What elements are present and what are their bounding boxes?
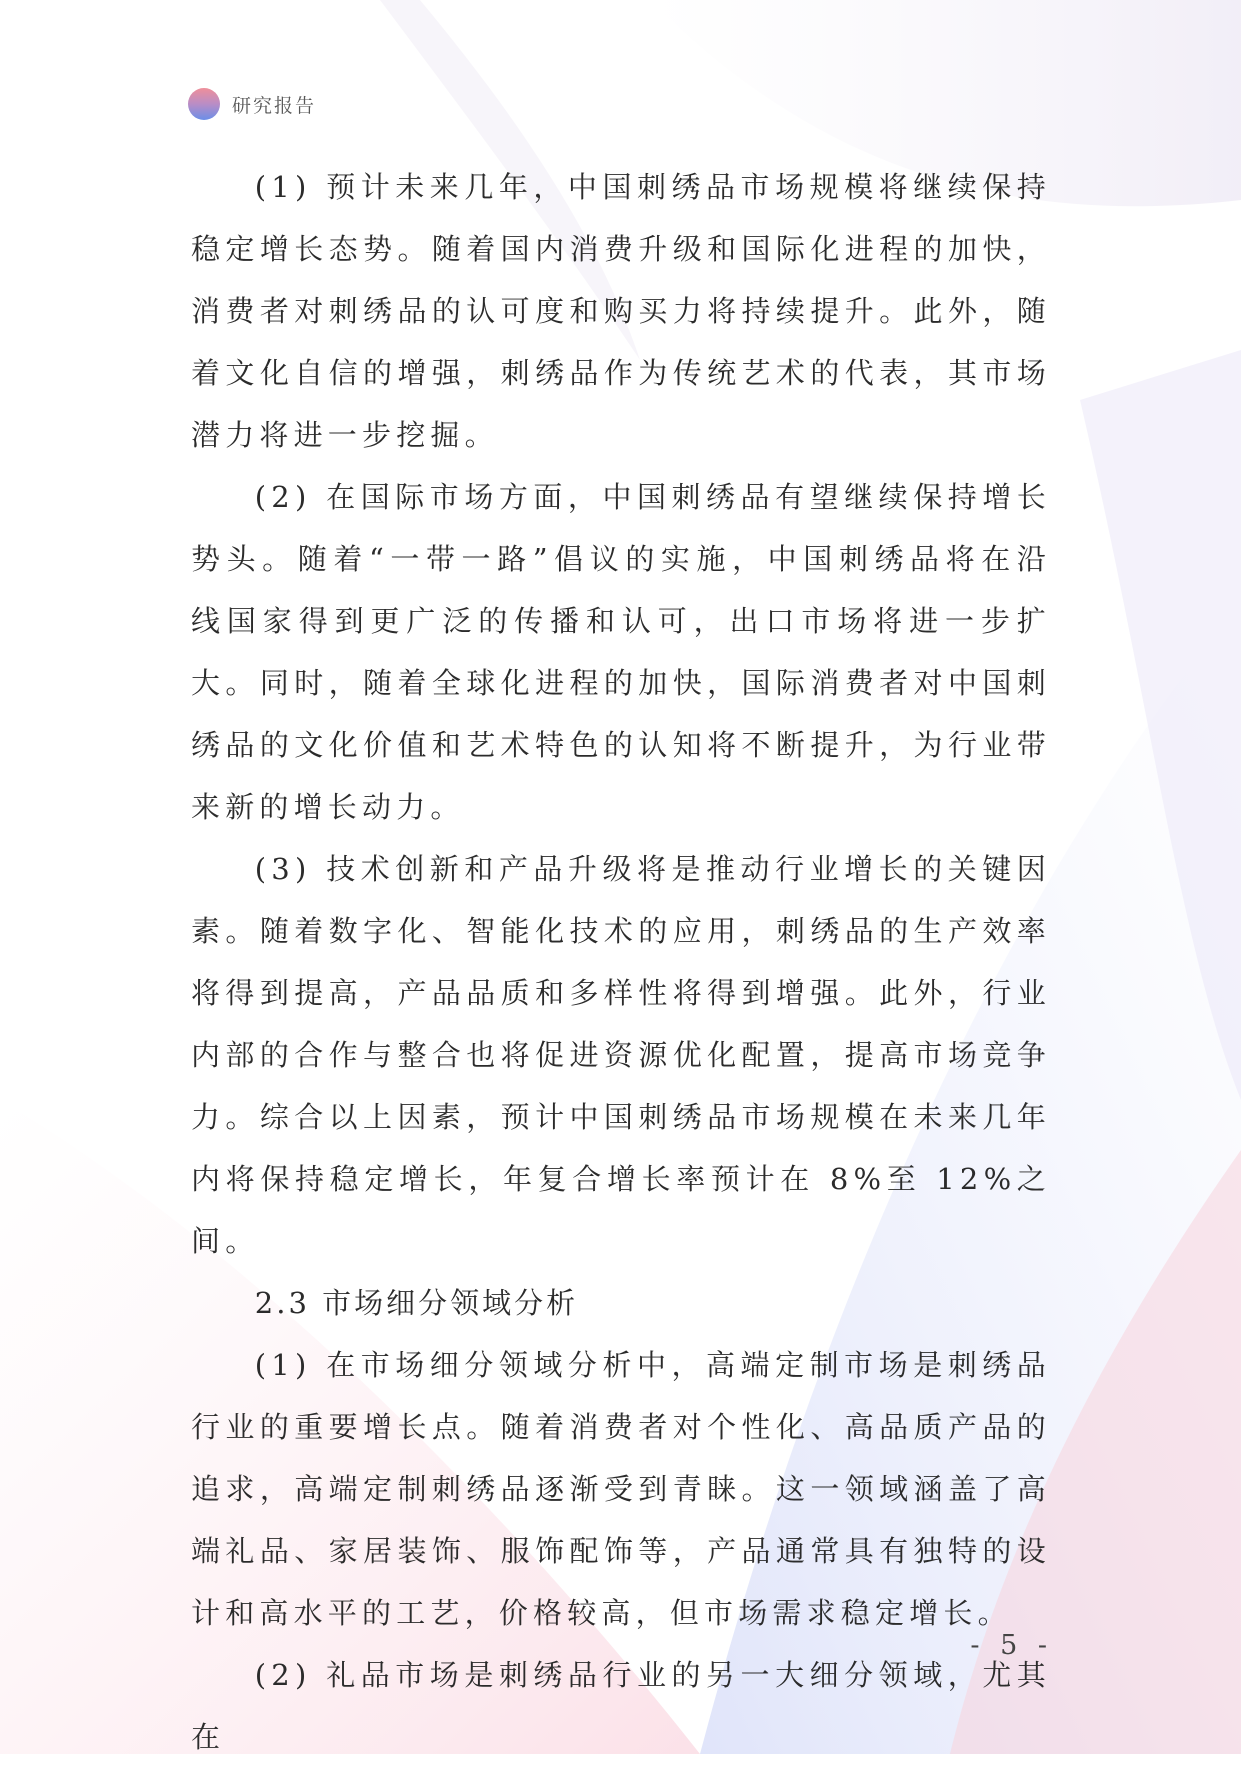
section-heading: 2.3 市场细分领域分析 (254, 1286, 579, 1320)
header-title: 研究报告 (232, 94, 317, 117)
section-paragraph-1: (1) 在市场细分领域分析中，高端定制市场是刺绣品行业的重要增长点。随着消费者对个性化、高品质产品的追求，高端定制刺绣品逐渐受到青睐。这一领域涵盖了高端礼品、家居装饰、服饰配饰等，产品通常具有独特的设计和高水平的工艺，价格较高，但市场需求稳定增长。 (191, 1348, 1051, 1630)
page-number: - 5 - (970, 1630, 1053, 1661)
paragraph-3: (3) 技术创新和产品升级将是推动行业增长的关键因素。随着数字化、智能化技术的应用，刺绣品的生产效率将得到提高，产品品质和多样性将得到增强。此外，行业内部的合作与整合也将促进资源优化配置，提高市场竞争力。综合以上因素，预计中国刺绣品市场规模在未来几年内将保持稳定增长，年复合增长率预计在 8%至 12%之间。 (191, 852, 1051, 1258)
paragraph-2: (2) 在国际市场方面，中国刺绣品有望继续保持增长势头。随着“一带一路”倡议的实施，中国刺绣品将在沿线国家得到更广泛的传播和认可，出口市场将进一步扩大。同时，随着全球化进程的加快，国际消费者对中国刺绣品的文化价值和艺术特色的认知将不断提升，为行业带来新的增长动力。 (191, 480, 1051, 824)
report-header (188, 88, 316, 120)
report-logo-icon (188, 88, 220, 120)
paragraph-1: (1) 预计未来几年，中国刺绣品市场规模将继续保持稳定增长态势。随着国内消费升级和国际化进程的加快，消费者对刺绣品的认可度和购买力将持续提升。此外，随着文化自信的增强，刺绣品作为传统艺术的代表，其市场潜力将进一步挖掘。 (191, 170, 1051, 452)
section-paragraph-2: (2) 礼品市场是刺绣品行业的另一大细分领域，尤其在 (191, 1658, 1051, 1754)
document-body (191, 156, 1051, 1768)
